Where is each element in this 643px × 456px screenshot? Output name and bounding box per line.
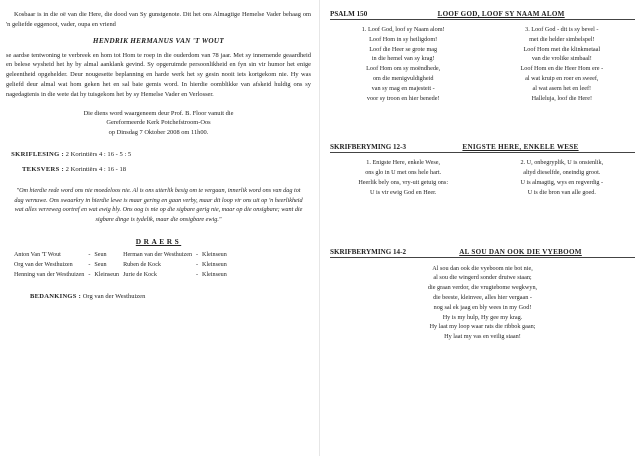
table-row xyxy=(12,261,229,271)
hymn-verse-1: 1. Enigste Here, enkele Wese, ons glo in U met ons hele hart. Heerlik bely ons, vry-uit getuig ons: U is vir ewig God en Heer. xyxy=(358,159,449,196)
hymn-skrifberyming-14-2 xyxy=(330,248,635,342)
draer-relation: Seun xyxy=(94,261,107,268)
pallbearers-table xyxy=(12,251,229,280)
deceased-name: HENDRIK HERMANUS VAN 'T WOUT xyxy=(92,36,225,45)
draer-name: Jurie de Kock xyxy=(123,271,157,278)
draer-dash: - xyxy=(88,261,91,268)
bedankings-label: BEDANKINGS : xyxy=(30,293,82,301)
hymn-code: SKRIFBERYMING 14-2 xyxy=(330,247,407,256)
draer-dash: - xyxy=(196,252,199,259)
hymn-verse-2: 2. U, onbegryplik, U is onsienlik, altyd dieselfde, oneindig groot. U is almagtig, wys en regverdig - U is die bron van alle goed. xyxy=(520,159,604,196)
bedankings-row xyxy=(30,293,311,300)
skriflesing-row xyxy=(6,147,311,162)
page-fold-divider xyxy=(319,0,320,456)
right-panel xyxy=(330,10,635,342)
hymn-code: PSALM 150 xyxy=(330,10,368,18)
hymn-title: LOOF GOD, LOOF SY NAAM ALOM xyxy=(437,10,565,18)
table-row xyxy=(12,271,229,281)
service-line-3: op Dinsdag 7 Oktober 2008 om 11h00. xyxy=(108,129,209,137)
skriflesing-value: 2 Korintiërs 4 : 16 - 5 : 5 xyxy=(65,150,132,158)
draer-name: Henning van der Westhuizen xyxy=(14,271,85,278)
hymn-verse-3: 3. Loof God - dit is sy bevel - met die helder simbelspel! Loof Hom met die klinkmetaal van die vrolike simbaal! Loof Hom en die Heer Hom ere - al wat kruip en roer en sweef, al wat asem het en leef! Halleluja, loof die Here! xyxy=(520,26,604,102)
skriflesing-label: SKRIFLESING : xyxy=(11,150,64,158)
table-row xyxy=(12,251,229,261)
hymn-title: AL SOU DAN OOK DIE VYEBOOM xyxy=(459,247,582,256)
draer-name: Ruben de Kock xyxy=(123,261,161,268)
hymn-verse: Al sou dan ook die vyeboom nie bot nie, al sou die wingerd sonder druiwe staan; die graan verdor, die vrugtebome wegkwyn, die beeste, kleinvee, alles hier vergaan - nog sal ek jaag en bly wees in my God! Hy is my hulp, Hy gee my krag. Hy laat my loop waar rats die ribbok gaan; Hy laat my vas en veilig staan! xyxy=(427,264,538,341)
teksvers-label: TEKSVERS : xyxy=(21,165,64,173)
readings-block xyxy=(6,147,311,177)
hymn-header xyxy=(330,248,635,258)
hymn-code: SKRIFBERYMING 12-3 xyxy=(330,143,407,152)
draer-dash: - xyxy=(88,252,91,259)
draer-name: Anton Van 'T Wout xyxy=(14,252,61,259)
service-line-1: Die diens word waargeneem deur Prof. B. Floor vanuit die xyxy=(83,109,234,117)
hymn-header xyxy=(330,10,635,20)
draer-dash: - xyxy=(196,271,199,278)
service-line-2: Gereformeerde Kerk Potchefstroom-Oos xyxy=(106,119,211,127)
hymn-columns xyxy=(330,158,635,197)
draer-name: Org van der Westhuizen xyxy=(14,261,73,268)
service-info xyxy=(6,109,311,138)
hymn-columns xyxy=(330,25,635,103)
draer-dash: - xyxy=(88,271,91,278)
draer-relation: Kleinseun xyxy=(94,271,120,278)
draer-relation: Seun xyxy=(94,252,107,259)
intro-text: Kosbaar is in die oë van die Here, die dood van Sy gunstgenote. Dit het ons Almagtige Hemelse Vader behaag om 'n geliefde eggenoot, vader, oupa en vriend xyxy=(6,11,311,28)
teksvers-row xyxy=(6,162,311,177)
hymn-skrifberyming-12-3 xyxy=(330,143,635,197)
draer-relation: Kleinseun xyxy=(202,252,227,259)
scripture-quote: "Om hierdie rede word ons nie moedeloos nie. Al is ons uiterlik besig om te vergaan, innerlik word ons van dag tot dag vernuwe. Ons swaarkry in hierdie lewe is maar gering en gaan verby, maar dit loop vir ons uit op 'n heerlikheid wat alles verreweg oortref en wat ewig bly. Ons oog is nie op die sigbare gerig nie, maar op die onsigbare; want die sigbare dinge is tydelik, maar die onsigbare ewig." xyxy=(14,186,303,223)
teksvers-value: 2 Korintiërs 4 : 16 - 18 xyxy=(65,165,127,173)
draer-name: Herman van der Westhuizen xyxy=(123,252,193,259)
draers-title: DRAERS xyxy=(135,237,182,247)
biography-text: se aardse tentwoning te verbreek en hom tot Hom te roep in die ouderdom van 78 jaar. Met sy innemende geaardheid en belese wysheid het hy by almal aanklank gevind. Sy opgeruimde persoonlikheid en fyn sin vir humor het enige geleentheid opgehelder. Deur nougesette beplanning en harde werk het sy gesin nooit iets kortgekom nie. Hy was geliefd deur almal wat hom geken het en sal baie gemis word. In hierdie oomblikke van afskeid huldig ons sy nagedagtenis in die wete dat hy tuisgekom het by sy Hemelse Vader en Verlosser. xyxy=(6,51,311,98)
draer-relation: Kleinseun xyxy=(202,261,227,268)
hymn-header xyxy=(330,143,635,153)
bedankings-value: Org van der Westhuizen xyxy=(82,293,146,301)
draer-relation: Kleinseun xyxy=(202,271,227,278)
hymn-psalm-150 xyxy=(330,10,635,103)
draer-dash: - xyxy=(196,261,199,268)
hymn-verse-1: 1. Loof God, loof sy Naam alom! Loof Hom in sy heiligdom! Loof die Heer se grote mag in die hemel van sy krag! Loof Hom om sy moëndhede, om die menigvuldigheid van sy mag en majesteit - voor sy troon en hier benede! xyxy=(361,26,445,102)
left-panel xyxy=(6,10,311,300)
hymn-title: ENIGSTE HERE, ENKELE WESE xyxy=(462,143,579,152)
